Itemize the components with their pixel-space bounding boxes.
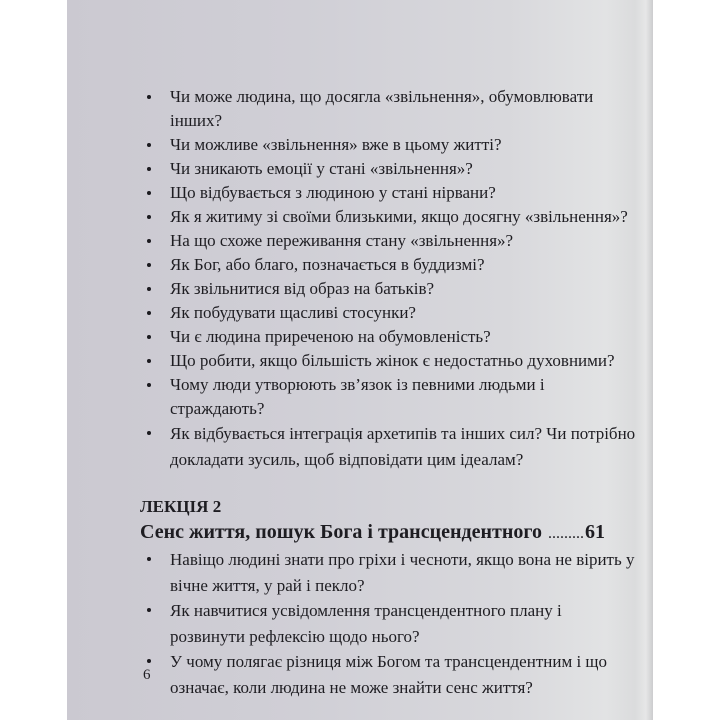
list-item: Навіщо людині знати про гріхи і чесноти, якщо вона не вірить у вічне життя, у рай і пекло? <box>140 547 640 598</box>
list-item: Як навчитися усвідомлення трансцендентного плану і розвинути рефлексію щодо нього? <box>140 598 640 649</box>
question-list-2 <box>140 547 640 700</box>
list-item: Як я житиму зі своїми близькими, якщо досягну «звільнення»? <box>140 205 640 229</box>
leader-dots <box>548 521 583 547</box>
list-item: На що схоже переживання стану «звільнення»? <box>140 229 640 253</box>
book-page <box>67 0 653 720</box>
list-item: Як звільнитися від образ на батьків? <box>140 277 640 301</box>
list-item: Як побудувати щасливі стосунки? <box>140 301 640 325</box>
list-item: Чи може людина, що досягла «звільнення», обумовлювати інших? <box>140 85 640 133</box>
list-item: Чи зникають емоції у стані «звільнення»? <box>140 157 640 181</box>
question-list-1 <box>140 85 640 472</box>
lecture-title-row[interactable] <box>140 519 605 547</box>
list-item: Чи є людина приреченою на обумовленість? <box>140 325 640 349</box>
lecture-label: ЛЕКЦІЯ 2 <box>140 497 222 516</box>
list-item: Що робити, якщо більшість жінок є недостатньо духовними? <box>140 349 640 373</box>
list-item: Що відбувається з людиною у стані нірвани? <box>140 181 640 205</box>
list-item: Чи можливе «звільнення» вже в цьому житті? <box>140 133 640 157</box>
page-number: 6 <box>143 667 151 683</box>
list-item: Як відбувається інтеграція архетипів та інших сил? Чи потрібно докладати зусиль, щоб відповідати цим ідеалам? <box>140 421 640 472</box>
list-item: Чому люди утворюють зв’язок із певними людьми і страждають? <box>140 373 640 421</box>
lecture-title: Сенс життя, пошук Бога і трансцендентного <box>140 521 542 543</box>
list-item: У чому полягає різниця між Богом та трансцендентним і що означає, коли людина не може знайти сенс життя? <box>140 649 640 700</box>
list-item: Як Бог, або благо, позначається в буддизмі? <box>140 253 640 277</box>
lecture-2-section <box>140 495 640 700</box>
spacer <box>140 472 640 495</box>
lecture-page-ref: 61 <box>585 521 605 543</box>
toc-content <box>140 85 640 700</box>
